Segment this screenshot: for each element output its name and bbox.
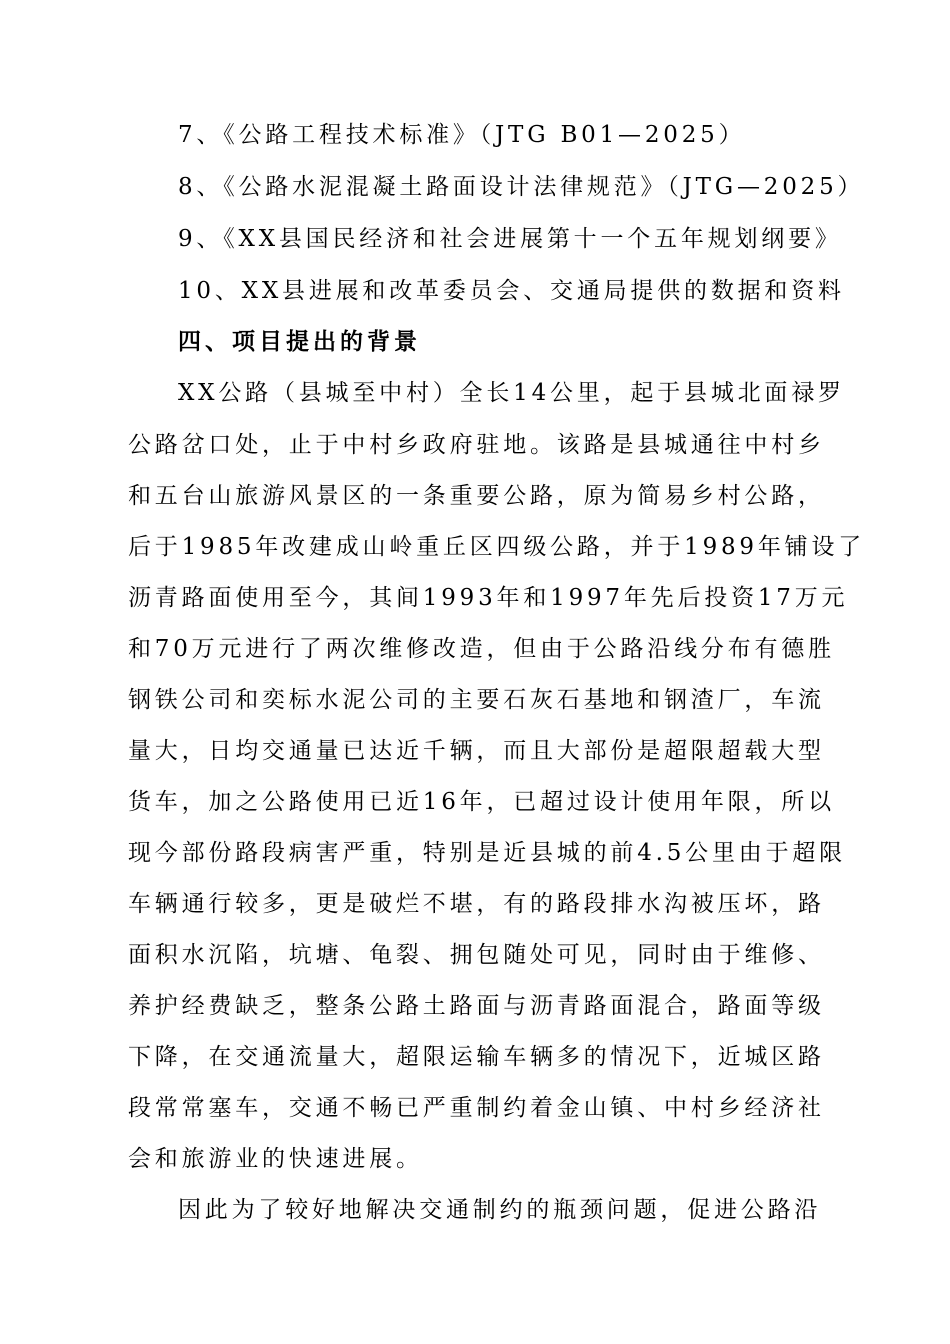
paragraph-line: 和70万元进行了两次维修改造，但由于公路沿线分布有德胜 — [128, 636, 835, 662]
paragraph-line: 下降，在交通流量大，超限运输车辆多的情况下，近城区路 — [128, 1044, 825, 1070]
reference-item-10: 10、XX县进展和改革委员会、交通局提供的数据和资料 — [178, 278, 845, 304]
reference-item-7: 7、《公路工程技术标准》（JTG B01—2025） — [178, 122, 746, 148]
reference-item-8: 8、《公路水泥混凝土路面设计法律规范》（JTG—2025） — [178, 174, 865, 200]
paragraph-line: 会和旅游业的快速进展。 — [128, 1146, 423, 1172]
paragraph-line: 车辆通行较多，更是破烂不堪，有的路段排水沟被压坏，路 — [128, 891, 825, 917]
paragraph-line: 钢铁公司和奕标水泥公司的主要石灰石基地和钢渣厂，车流 — [128, 687, 825, 713]
paragraph-line: 量大，日均交通量已达近千辆，而且大部份是超限超载大型 — [128, 738, 825, 764]
paragraph-line: 和五台山旅游风景区的一条重要公路，原为简易乡村公路， — [128, 483, 825, 509]
paragraph-line: 公路岔口处，止于中村乡政府驻地。该路是县城通往中村乡 — [128, 432, 825, 458]
paragraph-line: 养护经费缺乏，整条公路土路面与沥青路面混合，路面等级 — [128, 993, 825, 1019]
reference-item-9: 9、《XX县国民经济和社会进展第十一个五年规划纲要》 — [178, 226, 842, 252]
paragraph-line: 货车，加之公路使用已近16年，已超过设计使用年限，所以 — [128, 789, 835, 815]
paragraph-line: 段常常塞车，交通不畅已严重制约着金山镇、中村乡经济社 — [128, 1095, 825, 1121]
paragraph-line: 沥青路面使用至今，其间1993年和1997年先后投资17万元 — [128, 585, 849, 611]
section-heading: 四、项目提出的背景 — [178, 328, 421, 355]
paragraph-line: 面积水沉陷，坑塘、龟裂、拥包随处可见，同时由于维修、 — [128, 942, 825, 968]
paragraph-line: 后于1985年改建成山岭重丘区四级公路，并于1989年铺设了 — [128, 534, 866, 560]
paragraph-line: 现今部份路段病害严重，特别是近县城的前4.5公里由于超限 — [128, 840, 846, 866]
paragraph-line: 因此为了较好地解决交通制约的瓶颈问题，促进公路沿 — [178, 1197, 822, 1223]
paragraph-line: XX公路（县城至中村）全长14公里，起于县城北面禄罗 — [178, 380, 845, 406]
